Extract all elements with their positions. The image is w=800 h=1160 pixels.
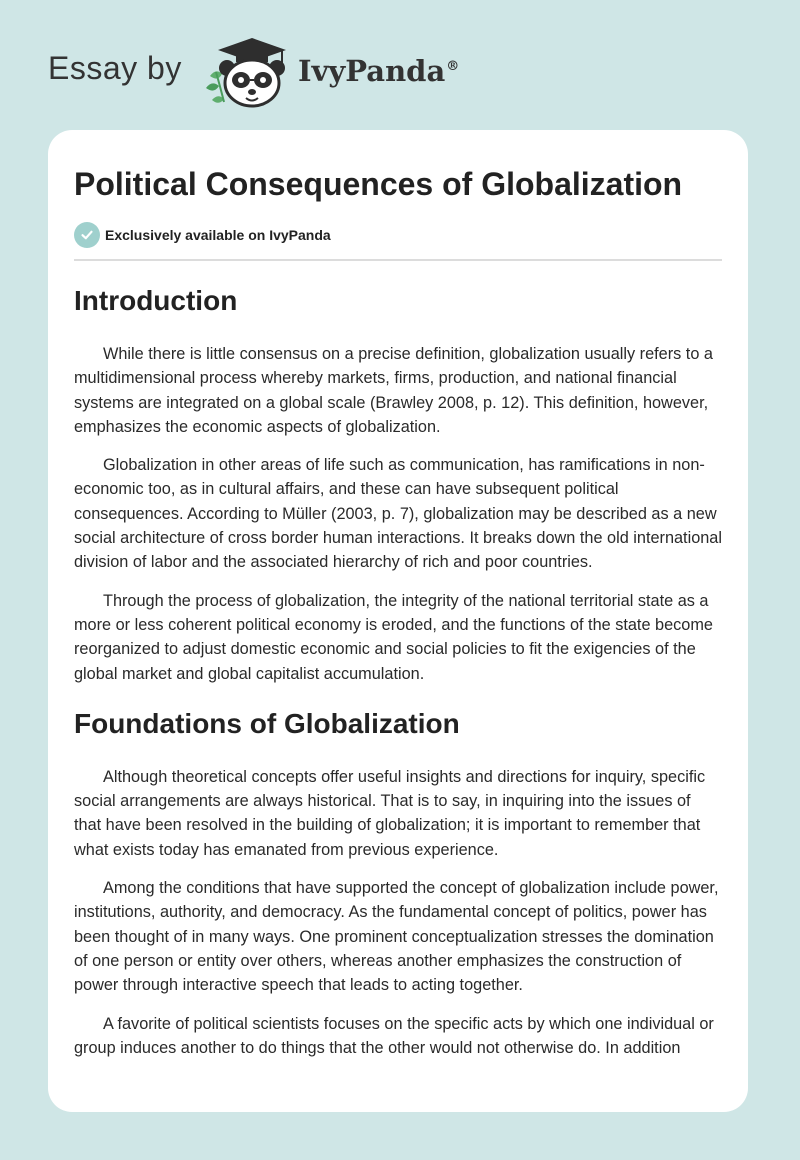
exclusive-badge xyxy=(74,222,722,248)
section-foundations xyxy=(74,765,722,1060)
essay-card xyxy=(48,130,748,1112)
paragraph: Although theoretical concepts offer useful insights and directions for inquiry, specific social arrangements are always historical. That is to say, in inquiring into the issues of that have been resolved in the building of globalization; it is important to remember that what exists today has emanated from previous experience. xyxy=(74,767,706,859)
paragraph: Globalization in other areas of life such as communication, has ramifications in non-economic too, as in cultural affairs, and these can have subsequent political consequences. According to Müller (2003, p. 7), globalization may be described as a new social architecture of cross border human interactions. It breaks down the old international division of labor and the associated hierarchy of rich and poor countries. xyxy=(74,456,722,572)
check-icon xyxy=(74,222,100,248)
divider xyxy=(74,259,722,261)
paragraph: Through the process of globalization, the integrity of the national territorial state as a more or less coherent political economy is eroded, and the functions of the state become reorganized to adjust domestic economic and social policies to fit the exigencies of the global market and global capitalist accumulation. xyxy=(74,591,713,683)
page-title: Political Consequences of Globalization xyxy=(74,166,683,202)
section-heading-foundations: Foundations of Globalization xyxy=(74,707,460,739)
exclusive-label: Exclusively available on IvyPanda xyxy=(105,227,331,243)
essay-by-label: Essay by xyxy=(48,50,182,86)
brand-name[interactable]: IvyPanda® xyxy=(298,54,460,88)
paragraph: Among the conditions that have supported the concept of globalization include power, institutions, authority, and democracy. As the fundamental concept of politics, power has been thought of in many ways. One prominent conceptualization stresses the domination of one person or entity over others, whereas another emphasizes the construction of power through interactive speech that leads to acting together. xyxy=(74,879,719,995)
registered-mark: ® xyxy=(446,59,460,75)
site-header xyxy=(48,36,548,116)
section-heading-introduction: Introduction xyxy=(74,285,238,316)
panda-logo-icon[interactable] xyxy=(202,36,292,110)
paragraph: While there is little consensus on a precise definition, globalization usually refers to a multidimensional process whereby markets, firms, production, and national financial systems are integrated on a global scale (Brawley 2008, p. 12). This definition, however, emphasizes the economic aspects of globalization. xyxy=(74,345,713,436)
section-introduction xyxy=(74,342,722,686)
paragraph: A favorite of political scientists focuses on the specific acts by which one individual or group induces another to do things that the other would not otherwise do. In addition xyxy=(74,1014,714,1057)
